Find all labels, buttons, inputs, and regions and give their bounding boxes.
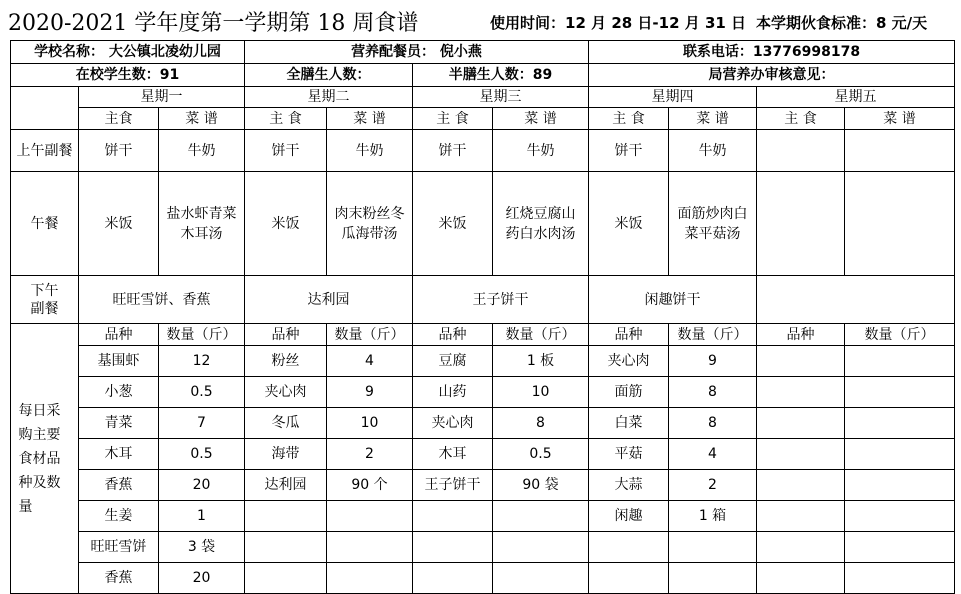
purchase-qty: 2 bbox=[669, 470, 757, 501]
purchase-item: 生姜 bbox=[79, 501, 159, 532]
purchase-item bbox=[413, 563, 493, 594]
staple-header: 主 食 bbox=[413, 108, 493, 130]
purchase-qty: 4 bbox=[327, 346, 413, 377]
day-header: 星期三 bbox=[413, 87, 589, 108]
lunch-dish bbox=[159, 172, 245, 276]
sub-header-row bbox=[11, 108, 955, 130]
purchase-item: 小葱 bbox=[79, 377, 159, 408]
row-label-afternoon bbox=[11, 276, 79, 324]
lunch-staple: 米饭 bbox=[79, 172, 159, 276]
day-header: 星期一 bbox=[79, 87, 245, 108]
purchase-qty bbox=[845, 346, 955, 377]
lunch-staple: 米饭 bbox=[245, 172, 327, 276]
lunch-staple: 米饭 bbox=[589, 172, 669, 276]
purchase-item: 大蒜 bbox=[589, 470, 669, 501]
purchase-item bbox=[413, 501, 493, 532]
purchase-item: 达利园 bbox=[245, 470, 327, 501]
morning-staple: 饼干 bbox=[589, 130, 669, 172]
purchase-qty: 10 bbox=[493, 377, 589, 408]
staple-header: 主 食 bbox=[757, 108, 845, 130]
purchase-qty: 20 bbox=[159, 470, 245, 501]
lunch-staple: 米饭 bbox=[413, 172, 493, 276]
purchase-qty bbox=[669, 563, 757, 594]
day-header: 星期二 bbox=[245, 87, 413, 108]
lunch-row bbox=[11, 172, 955, 276]
afternoon-row bbox=[11, 276, 955, 324]
morning-row bbox=[11, 130, 955, 172]
purchase-row bbox=[11, 439, 955, 470]
purchase-qty: 10 bbox=[327, 408, 413, 439]
dish-header: 菜 谱 bbox=[159, 108, 245, 130]
lunch-dish bbox=[669, 172, 757, 276]
morning-staple: 饼干 bbox=[79, 130, 159, 172]
purchase-item bbox=[245, 501, 327, 532]
afternoon-snack: 王子饼干 bbox=[413, 276, 589, 324]
purchase-item bbox=[757, 439, 845, 470]
purchase-qty bbox=[845, 470, 955, 501]
purchase-qty bbox=[845, 377, 955, 408]
staple-header: 主食 bbox=[79, 108, 159, 130]
purchase-qty bbox=[327, 501, 413, 532]
lunch-staple bbox=[757, 172, 845, 276]
purchase-qty: 0.5 bbox=[159, 439, 245, 470]
purchase-row bbox=[11, 563, 955, 594]
lunch-dish-text: 红烧豆腐山药白水肉汤 bbox=[505, 205, 576, 242]
purchase-qty-header: 数量（斤） bbox=[159, 324, 245, 346]
afternoon-label-1: 下午 bbox=[30, 282, 59, 299]
info-row-1 bbox=[11, 41, 955, 64]
purchase-qty bbox=[327, 532, 413, 563]
purchase-qty bbox=[845, 408, 955, 439]
purchase-item-header: 品种 bbox=[589, 324, 669, 346]
purchase-row bbox=[11, 501, 955, 532]
staple-header: 主 食 bbox=[589, 108, 669, 130]
morning-dish: 牛奶 bbox=[493, 130, 589, 172]
morning-staple: 饼干 bbox=[413, 130, 493, 172]
row-label-morning: 上午副餐 bbox=[11, 130, 79, 172]
purchase-item: 木耳 bbox=[413, 439, 493, 470]
purchase-qty-header: 数量（斤） bbox=[493, 324, 589, 346]
purchase-row bbox=[11, 470, 955, 501]
half-board-count: 半膳生人数：89 bbox=[413, 64, 589, 87]
purchase-qty bbox=[493, 563, 589, 594]
dish-header: 菜 谱 bbox=[669, 108, 757, 130]
purchase-item: 旺旺雪饼 bbox=[79, 532, 159, 563]
purchase-item bbox=[245, 532, 327, 563]
dish-header: 菜 谱 bbox=[493, 108, 589, 130]
lunch-dish bbox=[845, 172, 955, 276]
purchase-item: 夹心肉 bbox=[589, 346, 669, 377]
day-header: 星期五 bbox=[757, 87, 955, 108]
purchase-item: 香蕉 bbox=[79, 563, 159, 594]
row-label-purchase bbox=[11, 324, 79, 594]
purchase-qty: 1 板 bbox=[493, 346, 589, 377]
dish-header: 菜 谱 bbox=[327, 108, 413, 130]
purchase-item bbox=[757, 470, 845, 501]
morning-staple: 饼干 bbox=[245, 130, 327, 172]
purchase-item: 面筋 bbox=[589, 377, 669, 408]
purchase-item: 冬瓜 bbox=[245, 408, 327, 439]
purchase-item bbox=[245, 563, 327, 594]
purchase-qty: 0.5 bbox=[159, 377, 245, 408]
purchase-item: 山药 bbox=[413, 377, 493, 408]
purchase-item-header: 品种 bbox=[245, 324, 327, 346]
purchase-qty: 1 箱 bbox=[669, 501, 757, 532]
afternoon-snack: 达利园 bbox=[245, 276, 413, 324]
purchase-item: 夹心肉 bbox=[245, 377, 327, 408]
purchase-qty: 2 bbox=[327, 439, 413, 470]
purchase-qty: 0.5 bbox=[493, 439, 589, 470]
purchase-qty bbox=[493, 532, 589, 563]
purchase-item bbox=[757, 532, 845, 563]
purchase-qty: 12 bbox=[159, 346, 245, 377]
purchase-row bbox=[11, 532, 955, 563]
school-name: 学校名称： 大公镇北凌幼儿园 bbox=[11, 41, 245, 64]
corner-cell bbox=[11, 87, 79, 130]
lunch-dish-text: 面筋炒肉白菜平菇汤 bbox=[677, 205, 748, 242]
morning-dish bbox=[845, 130, 955, 172]
purchase-item-header: 品种 bbox=[79, 324, 159, 346]
bureau-review: 局营养办审核意见： bbox=[589, 64, 955, 87]
purchase-qty: 1 bbox=[159, 501, 245, 532]
purchase-qty: 9 bbox=[669, 346, 757, 377]
afternoon-snack: 闲趣饼干 bbox=[589, 276, 757, 324]
menu-title: 2020-2021 学年度第一学期第 18 周食谱 bbox=[8, 11, 419, 36]
meal-standard: 本学期伙食标准：8 元/天 bbox=[756, 14, 928, 32]
purchase-item: 夹心肉 bbox=[413, 408, 493, 439]
purchase-item: 平菇 bbox=[589, 439, 669, 470]
purchase-qty: 4 bbox=[669, 439, 757, 470]
purchase-item: 王子饼干 bbox=[413, 470, 493, 501]
row-label-lunch: 午餐 bbox=[11, 172, 79, 276]
purchase-item bbox=[757, 563, 845, 594]
purchase-qty: 8 bbox=[669, 408, 757, 439]
day-header: 星期四 bbox=[589, 87, 757, 108]
purchase-header-row bbox=[11, 324, 955, 346]
purchase-item bbox=[413, 532, 493, 563]
purchase-qty-header: 数量（斤） bbox=[845, 324, 955, 346]
purchase-item: 海带 bbox=[245, 439, 327, 470]
purchase-qty: 90 袋 bbox=[493, 470, 589, 501]
purchase-item: 豆腐 bbox=[413, 346, 493, 377]
purchase-qty bbox=[845, 501, 955, 532]
purchase-qty-header: 数量（斤） bbox=[669, 324, 757, 346]
afternoon-snack bbox=[757, 276, 955, 324]
purchase-qty: 90 个 bbox=[327, 470, 413, 501]
purchase-row bbox=[11, 377, 955, 408]
purchase-row bbox=[11, 408, 955, 439]
purchase-qty: 20 bbox=[159, 563, 245, 594]
info-row-2 bbox=[11, 64, 955, 87]
purchase-item bbox=[757, 501, 845, 532]
full-board-count: 全膳生人数： bbox=[245, 64, 413, 87]
purchase-item-header: 品种 bbox=[413, 324, 493, 346]
menu-table bbox=[10, 40, 955, 594]
purchase-qty bbox=[845, 439, 955, 470]
purchase-qty: 3 袋 bbox=[159, 532, 245, 563]
lunch-dish-text: 肉末粉丝冬瓜海带汤 bbox=[334, 205, 405, 242]
purchase-qty: 9 bbox=[327, 377, 413, 408]
purchase-qty bbox=[327, 563, 413, 594]
phone: 联系电话：13776998178 bbox=[589, 41, 955, 64]
purchase-item: 香蕉 bbox=[79, 470, 159, 501]
purchase-qty-header: 数量（斤） bbox=[327, 324, 413, 346]
morning-dish: 牛奶 bbox=[327, 130, 413, 172]
usage-time: 使用时间：12 月 28 日-12 月 31 日 bbox=[490, 14, 747, 32]
purchase-row bbox=[11, 346, 955, 377]
purchase-qty: 8 bbox=[669, 377, 757, 408]
purchase-qty bbox=[493, 501, 589, 532]
afternoon-label-2: 副餐 bbox=[30, 300, 59, 317]
nutritionist: 营养配餐员： 倪小燕 bbox=[245, 41, 589, 64]
purchase-qty bbox=[845, 563, 955, 594]
staple-header: 主 食 bbox=[245, 108, 327, 130]
dish-header: 菜 谱 bbox=[845, 108, 955, 130]
purchase-qty bbox=[669, 532, 757, 563]
lunch-dish bbox=[327, 172, 413, 276]
purchase-item bbox=[757, 346, 845, 377]
morning-staple bbox=[757, 130, 845, 172]
purchase-item: 粉丝 bbox=[245, 346, 327, 377]
purchase-qty: 8 bbox=[493, 408, 589, 439]
morning-dish: 牛奶 bbox=[669, 130, 757, 172]
purchase-qty bbox=[845, 532, 955, 563]
purchase-item-header: 品种 bbox=[757, 324, 845, 346]
purchase-item: 基围虾 bbox=[79, 346, 159, 377]
purchase-label: 每日采购主要食材品种及数量 bbox=[18, 402, 61, 515]
morning-dish: 牛奶 bbox=[159, 130, 245, 172]
purchase-item: 青菜 bbox=[79, 408, 159, 439]
purchase-item bbox=[589, 563, 669, 594]
lunch-dish-text: 盐水虾青菜木耳汤 bbox=[166, 205, 237, 242]
purchase-item: 闲趣 bbox=[589, 501, 669, 532]
purchase-item bbox=[589, 532, 669, 563]
afternoon-snack: 旺旺雪饼、香蕉 bbox=[79, 276, 245, 324]
purchase-item: 木耳 bbox=[79, 439, 159, 470]
day-header-row bbox=[11, 87, 955, 108]
student-count: 在校学生数：91 bbox=[11, 64, 245, 87]
lunch-dish bbox=[493, 172, 589, 276]
title-bar bbox=[8, 4, 958, 40]
purchase-qty: 7 bbox=[159, 408, 245, 439]
purchase-item bbox=[757, 377, 845, 408]
purchase-item: 白菜 bbox=[589, 408, 669, 439]
purchase-item bbox=[757, 408, 845, 439]
